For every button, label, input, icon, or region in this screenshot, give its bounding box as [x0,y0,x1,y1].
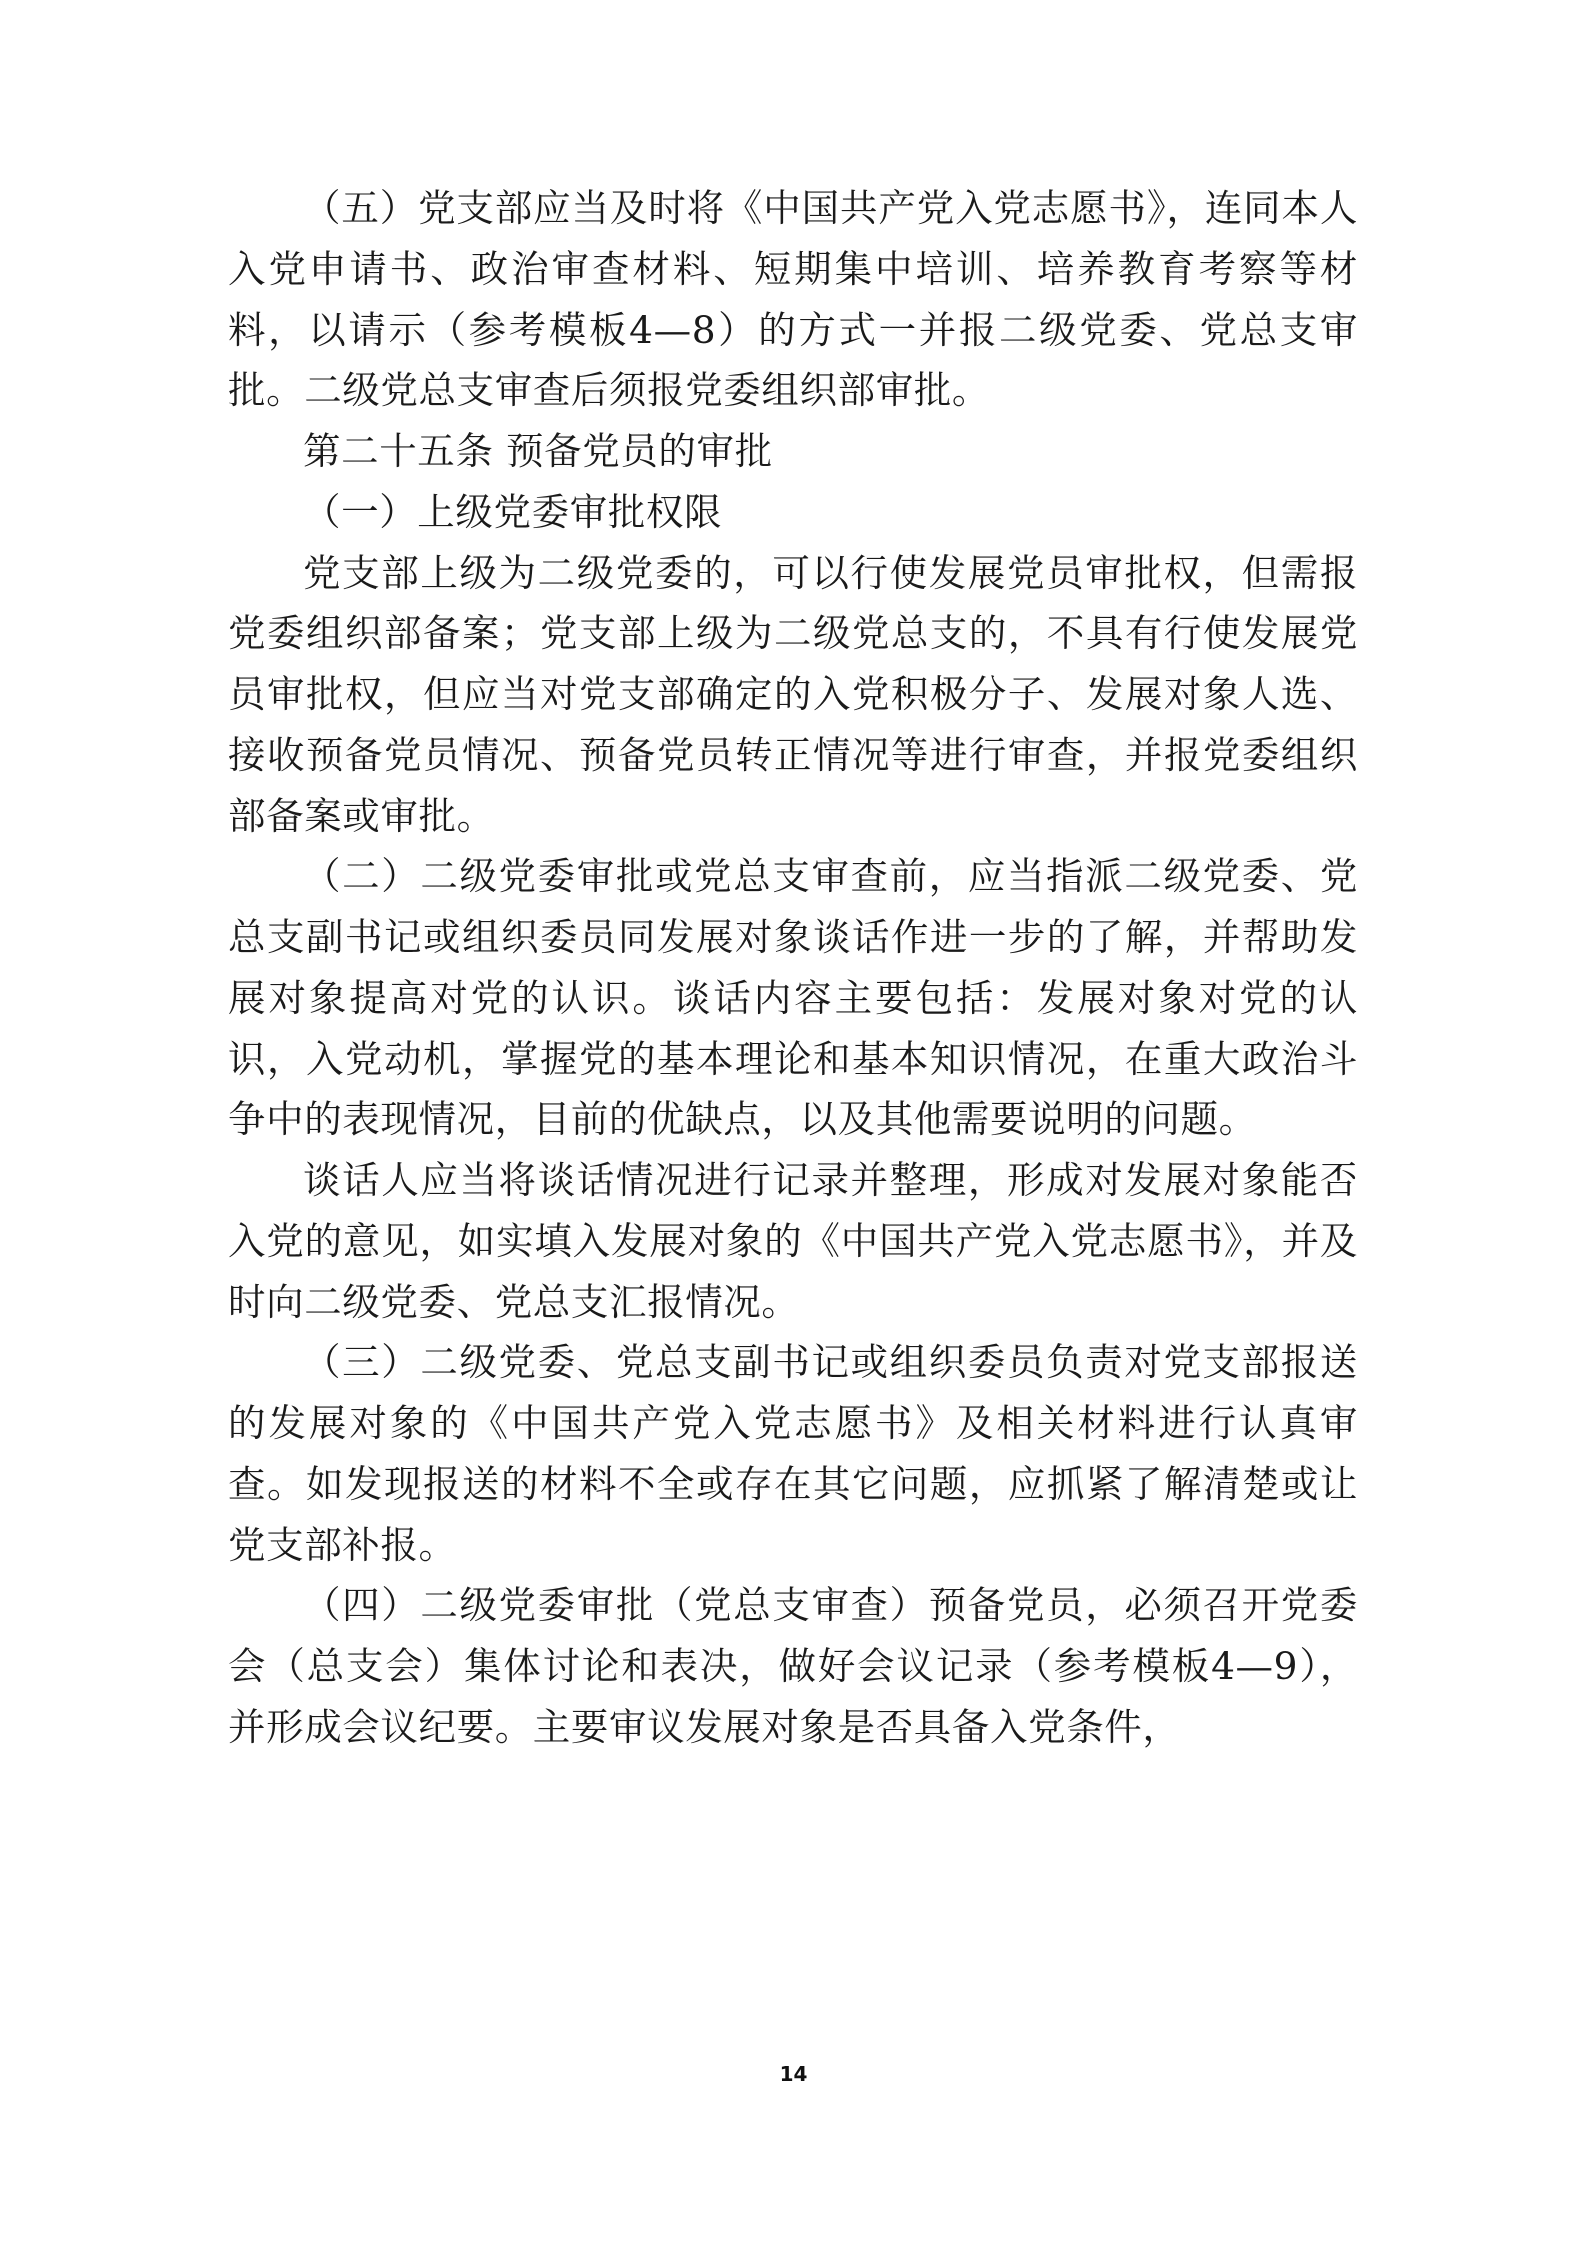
paragraph-interview-record: 谈话人应当将谈话情况进行记录并整理，形成对发展对象能否入党的意见，如实填入发展对象的《中国共产党入党志愿书》，并及时向二级党委、党总支汇报情况。 [228,1158,1358,1324]
paragraph-article-25-heading: 第二十五条 预备党员的审批 [303,429,773,473]
paragraph-item-two: （二）二级党委审批或党总支审查前，应当指派二级党委、党总支副书记或组织委员同发展对象谈话作进一步的了解，并帮助发展对象提高对党的认识。谈话内容主要包括：发展对象对党的认识，入党动机，掌握党的基本理论和基本知识情况，在重大政治斗争中的表现情况，目前的优缺点，以及其他需要说明的问题。 [228,854,1358,1142]
paragraph-item-one-heading: （一）上级党委审批权限 [303,489,723,534]
paragraph-item-three: （三）二级党委、党总支副书记或组织委员负责对党支部报送的发展对象的《中国共产党入党志愿书》及相关材料进行认真审查。如发现报送的材料不全或存在其它问题，应抓紧了解清楚或让党支部补报。 [228,1340,1358,1567]
paragraph-item-one-body: 党支部上级为二级党委的，可以行使发展党员审批权，但需报党委组织部备案；党支部上级为二级党总支的，不具有行使发展党员审批权，但应当对党支部确定的入党积极分子、发展对象人选、接收预备党员情况、预备党员转正情况等进行审查，并报党委组织部备案或审批。 [228,550,1358,838]
document-body [228,178,1358,1758]
page-number: 14 [779,2062,808,2086]
paragraph-clause-five: （五）党支部应当及时将《中国共产党入党志愿书》，连同本人入党申请书、政治审查材料、短期集中培训、培养教育考察等材料，以请示（参考模板4—8）的方式一并报二级党委、党总支审批。二级党总支审查后须报党委组织部审批。 [228,186,1358,413]
paragraph-item-four: （四）二级党委审批（党总支审查）预备党员，必须召开党委会（总支会）集体讨论和表决，做好会议记录（参考模板4—9），并形成会议纪要。主要审议发展对象是否具备入党条件， [228,1583,1358,1749]
